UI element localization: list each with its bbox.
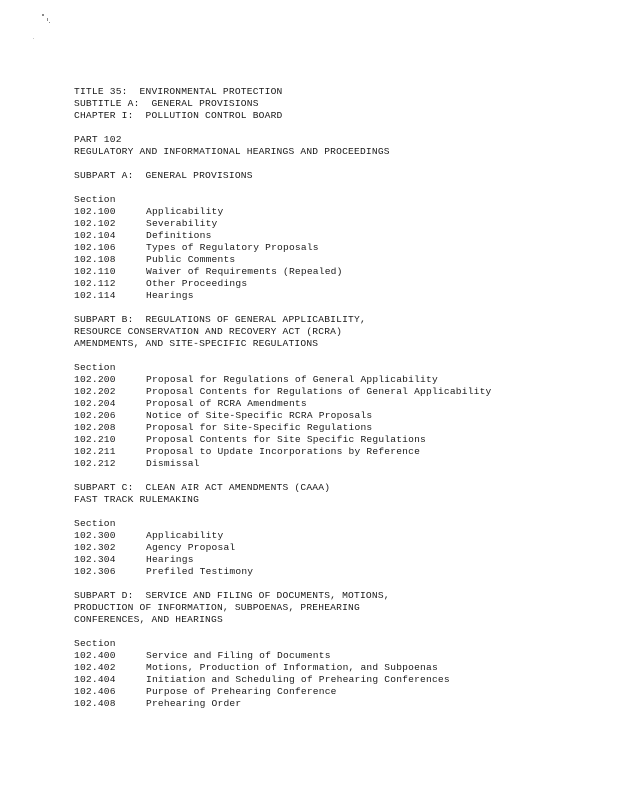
section-number: 102.102 [74, 218, 116, 229]
section-row [74, 686, 594, 698]
section-number: 102.112 [74, 278, 116, 289]
section-number: 102.100 [74, 206, 116, 217]
section-number: 102.210 [74, 434, 116, 445]
subpart-title: AMENDMENTS, AND SITE-SPECIFIC REGULATIONS [74, 338, 319, 349]
subpart-title: CONFERENCES, AND HEARINGS [74, 614, 223, 625]
section-title: Hearings [146, 290, 194, 301]
section-number: 102.300 [74, 530, 116, 541]
scan-speck [47, 18, 48, 21]
section-row [74, 662, 594, 674]
section-title: Proposal for Site-Specific Regulations [146, 422, 373, 433]
subpart-title: SUBPART B: REGULATIONS OF GENERAL APPLICABILITY, [74, 314, 366, 325]
section-title: Proposal to Update Incorporations by Reference [146, 446, 421, 457]
section-number: 102.204 [74, 398, 116, 409]
section-number: 102.404 [74, 674, 116, 685]
section-row [74, 674, 594, 686]
subpart-title: SUBPART C: CLEAN AIR ACT AMENDMENTS (CAAA) [74, 482, 331, 493]
section-title: Applicability [146, 530, 224, 541]
section-number: 102.406 [74, 686, 116, 697]
section-title: Purpose of Prehearing Conference [146, 686, 337, 697]
section-row [74, 218, 594, 230]
subpart-title: RESOURCE CONSERVATION AND RECOVERY ACT (RCRA) [74, 326, 343, 337]
section-title: Motions, Production of Information, and Subpoenas [146, 662, 438, 673]
section-title: Severability [146, 218, 218, 229]
section-number: 102.108 [74, 254, 116, 265]
section-number: 102.306 [74, 566, 116, 577]
section-title: Prehearing Order [146, 698, 242, 709]
section-number: 102.114 [74, 290, 116, 301]
section-number: 102.408 [74, 698, 116, 709]
section-number: 102.106 [74, 242, 116, 253]
section-title: Agency Proposal [146, 542, 236, 553]
section-row [74, 410, 594, 422]
section-row [74, 698, 594, 710]
subpart-title: SUBPART A: GENERAL PROVISIONS [74, 170, 253, 181]
section-row [74, 434, 594, 446]
section-title: Initiation and Scheduling of Prehearing Conferences [146, 674, 450, 685]
section-title: Proposal Contents for Site Specific Regulations [146, 434, 426, 445]
subpart-title: FAST TRACK RULEMAKING [74, 494, 200, 505]
section-number: 102.304 [74, 554, 116, 565]
section-row [74, 278, 594, 290]
section-row [74, 266, 594, 278]
section-row [74, 398, 594, 410]
section-row [74, 458, 594, 470]
section-label: Section [74, 362, 116, 373]
section-number: 102.202 [74, 386, 116, 397]
section-title: Proposal of RCRA Amendments [146, 398, 307, 409]
title-heading: TITLE 35: ENVIRONMENTAL PROTECTION [74, 86, 283, 97]
section-number: 102.200 [74, 374, 116, 385]
part-number: PART 102 [74, 134, 122, 145]
section-number: 102.402 [74, 662, 116, 673]
part-name: REGULATORY AND INFORMATIONAL HEARINGS AND PROCEEDINGS [74, 146, 390, 157]
section-number: 102.212 [74, 458, 116, 469]
section-title: Applicability [146, 206, 224, 217]
section-row [74, 446, 594, 458]
section-row [74, 554, 594, 566]
scan-speck [49, 22, 50, 23]
section-title: Public Comments [146, 254, 236, 265]
section-title: Notice of Site-Specific RCRA Proposals [146, 410, 373, 421]
section-row [74, 242, 594, 254]
section-number: 102.206 [74, 410, 116, 421]
scan-speck [42, 14, 44, 16]
section-label: Section [74, 518, 116, 529]
section-number: 102.302 [74, 542, 116, 553]
subtitle-heading: SUBTITLE A: GENERAL PROVISIONS [74, 98, 259, 109]
section-title: Definitions [146, 230, 212, 241]
section-row [74, 374, 594, 386]
section-number: 102.211 [74, 446, 116, 457]
section-title: Other Proceedings [146, 278, 248, 289]
section-title: Hearings [146, 554, 194, 565]
section-title: Dismissal [146, 458, 200, 469]
section-row [74, 206, 594, 218]
section-title: Proposal Contents for Regulations of General Applicability [146, 386, 492, 397]
section-number: 102.400 [74, 650, 116, 661]
section-row [74, 650, 594, 662]
section-row [74, 422, 594, 434]
scan-speck [33, 38, 34, 39]
section-title: Service and Filing of Documents [146, 650, 331, 661]
section-row [74, 254, 594, 266]
section-number: 102.208 [74, 422, 116, 433]
section-row [74, 530, 594, 542]
section-row [74, 230, 594, 242]
section-label: Section [74, 638, 116, 649]
section-label: Section [74, 194, 116, 205]
document-page [74, 86, 594, 710]
subpart-title: SUBPART D: SERVICE AND FILING OF DOCUMENTS, MOTIONS, [74, 590, 390, 601]
section-title: Waiver of Requirements (Repealed) [146, 266, 343, 277]
subpart-title: PRODUCTION OF INFORMATION, SUBPOENAS, PREHEARING [74, 602, 360, 613]
section-title: Prefiled Testimony [146, 566, 254, 577]
section-title: Types of Regulatory Proposals [146, 242, 319, 253]
section-title: Proposal for Regulations of General Applicability [146, 374, 438, 385]
section-row [74, 566, 594, 578]
section-row [74, 386, 594, 398]
chapter-heading: CHAPTER I: POLLUTION CONTROL BOARD [74, 110, 283, 121]
section-number: 102.110 [74, 266, 116, 277]
section-row [74, 542, 594, 554]
section-number: 102.104 [74, 230, 116, 241]
section-row [74, 290, 594, 302]
